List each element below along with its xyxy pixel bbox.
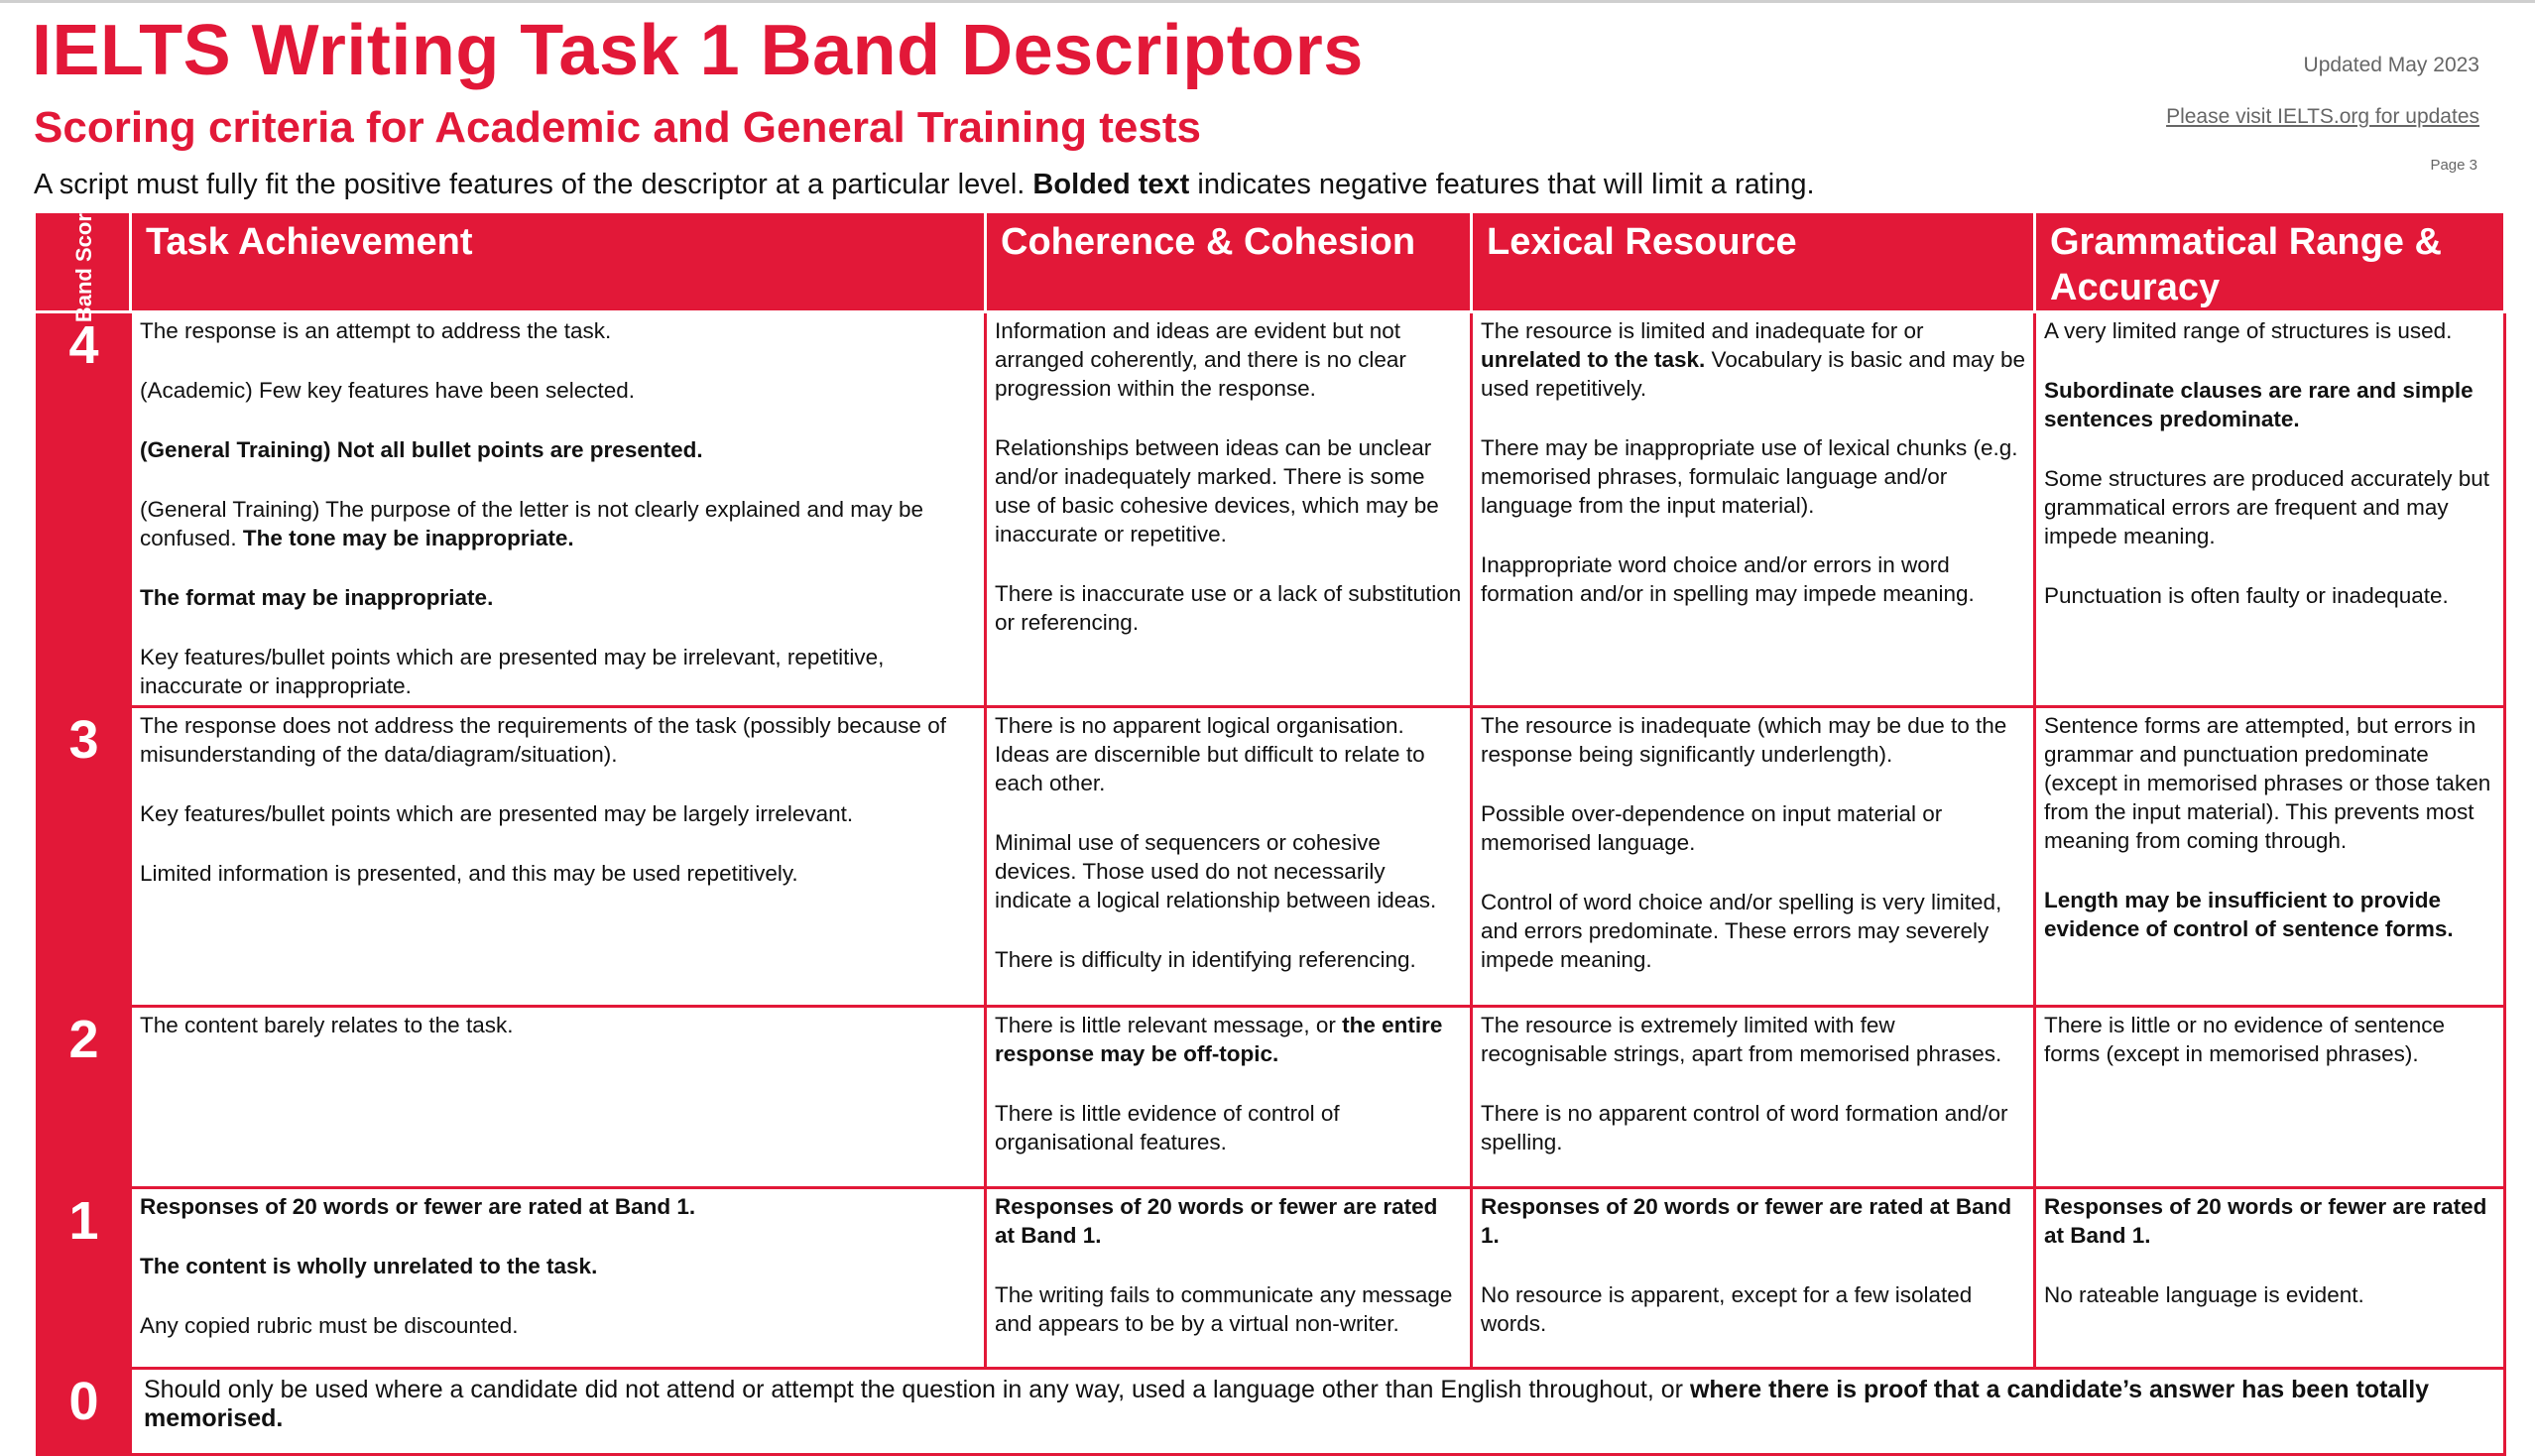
descriptor-cell-grammatical-range <box>2035 1007 2505 1188</box>
descriptor-text: The content barely relates to the task. <box>140 1013 514 1037</box>
descriptor-paragraph <box>995 711 1462 797</box>
negative-feature-text: Length may be insufficient to provide evidence of control of sentence forms. <box>2044 888 2454 941</box>
band-score-header-label: Band Score <box>70 200 96 323</box>
descriptor-text: (Academic) Few key features have been selected. <box>140 378 635 403</box>
descriptor-text: No rateable language is evident. <box>2044 1282 2364 1307</box>
descriptor-paragraph <box>995 316 1462 403</box>
negative-feature-text: The content is wholly unrelated to the task. <box>140 1254 598 1278</box>
descriptor-paragraph <box>995 945 1462 974</box>
negative-feature-text: The format may be inappropriate. <box>140 585 494 610</box>
descriptor-paragraph <box>995 1099 1462 1156</box>
descriptor-paragraph <box>1481 711 2025 769</box>
band-row-1 <box>38 1188 2505 1369</box>
page-subtitle: Scoring criteria for Academic and General Training tests <box>34 103 1201 152</box>
descriptor-text: Key features/bullet points which are presented may be largely irrelevant. <box>140 801 854 826</box>
header-task-achievement: Task Achievement <box>131 212 986 312</box>
table-body <box>38 312 2505 1455</box>
descriptor-paragraph <box>1481 799 2025 857</box>
descriptor-paragraph <box>2044 316 2495 345</box>
descriptor-paragraph <box>140 495 976 552</box>
negative-feature-text: unrelated to the task. <box>1481 347 1706 372</box>
band-row-3 <box>38 707 2505 1007</box>
descriptor-paragraph <box>140 316 976 345</box>
descriptor-paragraph <box>140 643 976 700</box>
negative-feature-text: where there is proof that a candidate’s answer has been totally memorised. <box>144 1376 2430 1432</box>
header-lexical-resource: Lexical Resource <box>1472 212 2035 312</box>
updates-link[interactable]: Please visit IELTS.org for updates <box>2166 105 2479 128</box>
descriptor-paragraph <box>1481 1280 2025 1338</box>
band-score-header <box>38 200 131 323</box>
descriptor-text: Relationships between ideas can be unclear and/or inadequately marked. There is some use of basic cohesive devices, which may be inaccurate or repetitive. <box>995 435 1439 546</box>
descriptor-text: Sentence forms are attempted, but errors in grammar and punctuation predominate (except in memorised phrases or those taken from the input material). This prevents most meaning from coming through. <box>2044 713 2491 853</box>
descriptor-cell-grammatical-range <box>2035 1188 2505 1369</box>
descriptor-paragraph <box>1481 1011 2025 1068</box>
descriptor-text: Should only be used where a candidate did not attend or attempt the question in any way, used a language other than English throughout, or <box>144 1376 1690 1403</box>
intro-end: indicates negative features that will limit a rating. <box>1189 169 1815 200</box>
descriptor-paragraph <box>2044 376 2495 433</box>
descriptor-paragraph <box>2044 464 2495 550</box>
descriptor-text: A very limited range of structures is used. <box>2044 318 2453 343</box>
descriptor-cell-coherence-cohesion <box>986 1188 1472 1369</box>
descriptor-text: Minimal use of sequencers or cohesive devices. Those used do not necessarily indicate a logical relationship between ideas. <box>995 830 1437 912</box>
descriptor-paragraph <box>2044 581 2495 610</box>
descriptor-paragraph <box>2044 1011 2495 1068</box>
band-row-4 <box>38 312 2505 707</box>
header-coherence-cohesion: Coherence & Cohesion <box>986 212 1472 312</box>
descriptor-text: There is little or no evidence of sentence forms (except in memorised phrases). <box>2044 1013 2445 1066</box>
page-number: Page 3 <box>2430 157 2477 174</box>
band-number: 4 <box>38 312 131 707</box>
descriptor-paragraph <box>995 579 1462 637</box>
descriptor-paragraph <box>1481 1099 2025 1156</box>
descriptor-cell-grammatical-range <box>2035 707 2505 1007</box>
descriptor-cell-task-achievement <box>131 1188 986 1369</box>
descriptor-text: The resource is limited and inadequate for or <box>1481 318 1924 343</box>
descriptor-paragraph <box>1481 316 2025 403</box>
intro-bold: Bolded text <box>1032 169 1190 200</box>
descriptor-paragraph <box>140 711 976 769</box>
table-header-row <box>38 212 2505 312</box>
descriptor-paragraph <box>140 1011 976 1039</box>
descriptor-text: The response does not address the requirements of the task (possibly because of misunderstanding of the data/diagram/situation). <box>140 713 946 767</box>
descriptor-cell-coherence-cohesion <box>986 312 1472 707</box>
descriptor-cell-lexical-resource <box>1472 1007 2035 1188</box>
descriptor-text: The writing fails to communicate any message and appears to be by a virtual non-writer. <box>995 1282 1453 1336</box>
descriptor-paragraph <box>2044 711 2495 855</box>
band-number: 2 <box>38 1007 131 1188</box>
descriptor-cell-lexical-resource <box>1472 707 2035 1007</box>
band-row-2 <box>38 1007 2505 1188</box>
descriptor-cell-coherence-cohesion <box>986 1007 1472 1188</box>
intro-start: A script must fully fit the positive features of the descriptor at a particular level. <box>34 169 1033 200</box>
page-title: IELTS Writing Task 1 Band Descriptors <box>32 11 1364 90</box>
descriptor-text: No resource is apparent, except for a few isolated words. <box>1481 1282 1973 1336</box>
descriptor-text: Any copied rubric must be discounted. <box>140 1313 519 1338</box>
band-row-0 <box>38 1369 2505 1455</box>
header-grammatical-range: Grammatical Range & Accuracy <box>2035 212 2505 312</box>
descriptor-cell-task-achievement <box>131 1007 986 1188</box>
descriptor-paragraph <box>995 828 1462 914</box>
descriptor-paragraph <box>2044 1192 2495 1250</box>
negative-feature-text: Responses of 20 words or fewer are rated at Band 1. <box>995 1194 1438 1248</box>
descriptor-cell-grammatical-range <box>2035 312 2505 707</box>
descriptor-paragraph <box>140 1252 976 1280</box>
negative-feature-text: The tone may be inappropriate. <box>242 526 574 550</box>
descriptor-cell-lexical-resource <box>1472 312 2035 707</box>
descriptor-paragraph <box>140 376 976 405</box>
band-number: 0 <box>38 1369 131 1455</box>
descriptor-paragraph <box>1481 888 2025 974</box>
negative-feature-text: Responses of 20 words or fewer are rated at Band 1. <box>1481 1194 2012 1248</box>
descriptor-text: There is little evidence of control of organisational features. <box>995 1101 1340 1154</box>
descriptor-cell-task-achievement <box>131 707 986 1007</box>
descriptor-paragraph <box>140 859 976 888</box>
descriptor-paragraph <box>1481 1192 2025 1250</box>
band-number: 1 <box>38 1188 131 1369</box>
descriptor-text: The resource is extremely limited with few recognisable strings, apart from memorised phrases. <box>1481 1013 2002 1066</box>
descriptor-paragraph <box>995 1280 1462 1338</box>
descriptor-paragraph <box>140 1192 976 1221</box>
negative-feature-text: Responses of 20 words or fewer are rated at Band 1. <box>140 1194 696 1219</box>
descriptor-paragraph <box>140 1311 976 1340</box>
descriptor-text: Possible over-dependence on input material or memorised language. <box>1481 801 1943 855</box>
descriptor-cell-task-achievement <box>131 312 986 707</box>
band-zero-descriptor <box>131 1369 2505 1455</box>
descriptor-text: Punctuation is often faulty or inadequate. <box>2044 583 2449 608</box>
descriptor-text: The resource is inadequate (which may be due to the response being significantly underlength). <box>1481 713 2007 767</box>
descriptor-paragraph <box>2044 886 2495 943</box>
band-descriptor-table <box>36 200 2506 1456</box>
descriptor-paragraph <box>995 1011 1462 1068</box>
band-number: 3 <box>38 707 131 1007</box>
negative-feature-text: (General Training) Not all bullet points are presented. <box>140 437 703 462</box>
negative-feature-text: Subordinate clauses are rare and simple sentences predominate. <box>2044 378 2474 431</box>
descriptor-text: Control of word choice and/or spelling is very limited, and errors predominate. These errors may severely impede meaning. <box>1481 890 2002 972</box>
descriptor-text: There is no apparent control of word formation and/or spelling. <box>1481 1101 2008 1154</box>
negative-feature-text: Responses of 20 words or fewer are rated at Band 1. <box>2044 1194 2487 1248</box>
descriptor-cell-coherence-cohesion <box>986 707 1472 1007</box>
descriptor-text: Information and ideas are evident but not arranged coherently, and there is no clear progression within the response. <box>995 318 1406 401</box>
descriptor-paragraph <box>995 1192 1462 1250</box>
descriptor-paragraph <box>140 799 976 828</box>
descriptor-text: There may be inappropriate use of lexical chunks (e.g. memorised phrases, formulaic language and/or language from the input material). <box>1481 435 2018 518</box>
descriptor-text: There is inaccurate use or a lack of substitution or referencing. <box>995 581 1462 635</box>
descriptor-text: Vocabulary is basic and may be used repetitively. <box>1481 347 2025 401</box>
updated-date: Updated May 2023 <box>2303 54 2479 76</box>
descriptor-cell-lexical-resource <box>1472 1188 2035 1369</box>
descriptor-paragraph <box>2044 1280 2495 1309</box>
descriptor-text: Some structures are produced accurately but grammatical errors are frequent and may impede meaning. <box>2044 466 2489 548</box>
descriptor-text: (General Training) The purpose of the letter is not clearly explained and may be confused. <box>140 497 924 550</box>
top-rule <box>0 0 2535 3</box>
descriptor-text: Limited information is presented, and this may be used repetitively. <box>140 861 798 886</box>
descriptor-text: There is little relevant message, or <box>995 1013 1343 1037</box>
descriptor-paragraph <box>140 583 976 612</box>
descriptor-paragraph <box>1481 550 2025 608</box>
descriptor-text: Inappropriate word choice and/or errors in word formation and/or in spelling may impede meaning. <box>1481 552 1975 606</box>
intro-text <box>34 169 1815 201</box>
descriptor-text: Key features/bullet points which are presented may be irrelevant, repetitive, inaccurate or inappropriate. <box>140 645 885 698</box>
descriptor-text: The response is an attempt to address the task. <box>140 318 612 343</box>
descriptor-text: There is difficulty in identifying referencing. <box>995 947 1416 972</box>
descriptor-paragraph <box>140 435 976 464</box>
descriptor-paragraph <box>1481 433 2025 520</box>
negative-feature-text: the entire response may be off-topic. <box>995 1013 1443 1066</box>
descriptor-text: There is no apparent logical organisation. Ideas are discernible but difficult to relate to each other. <box>995 713 1425 795</box>
descriptor-paragraph <box>995 433 1462 548</box>
